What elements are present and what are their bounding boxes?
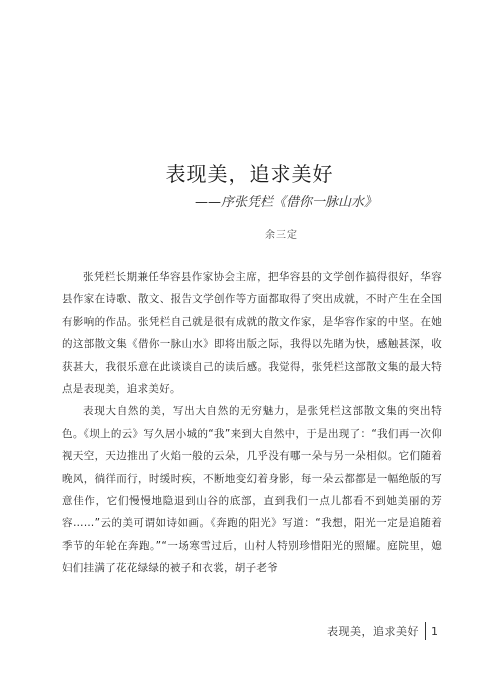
article-title: 表现美，追求美好 — [165, 162, 334, 186]
page-footer — [327, 622, 438, 640]
author-name: 余三定 — [265, 230, 298, 241]
paragraph-2: 表现大自然的美，写出大自然的无穷魅力，是张凭栏这部散文集的突出特色。《坝上的云》写久居小城的“我”来到大自然中，于是出现了：“我们再一次仰视天空，天边推出了火焰一般的云朵，几乎没有哪一朵与另一朵相似。它们随着晚风，徜徉而行，时缓时疾，不断地变幻着身影，每一朵云都都是一幅绝版的写意佳作，它们慢慢地隐退到山谷的底部，直到我们一点儿都看不到她美丽的芳容……”云的美可谓如诗如画。《奔跑的阳光》写道：“我想，阳光一定是追随着季节的年轮在奔跑。”“一场寒雪过后，山村人特别珍惜阳光的照耀。庭院里，媳妇们挂满了花花绿绿的被子和衣裳，胡子老爷 — [62, 405, 442, 575]
article-subtitle: ——序张凭栏《借你一脉山水》 — [195, 195, 378, 210]
paragraph-1: 张凭栏长期兼任华容县作家协会主席，把华容县的文学创作搞得很好，华容县作家在诗歌、散文、报告文学创作等方面都取得了突出成就，不时产生在全国有影响的作品。张凭栏自己就是很有成就的散文作家，是华容作家的中坚。在她的这部散文集《借你一脉山水》即将出版之际，我得以先睹为快，感触甚深，收获甚大，我很乐意在此谈谈自己的读后感。我觉得，张凭栏这部散文集的最大特点是表现美，追求美好。 — [62, 271, 442, 396]
page-number: 1 — [431, 624, 438, 638]
article-body — [62, 266, 442, 580]
running-title: 表现美，追求美好 — [327, 625, 419, 638]
footer-divider — [425, 622, 426, 640]
